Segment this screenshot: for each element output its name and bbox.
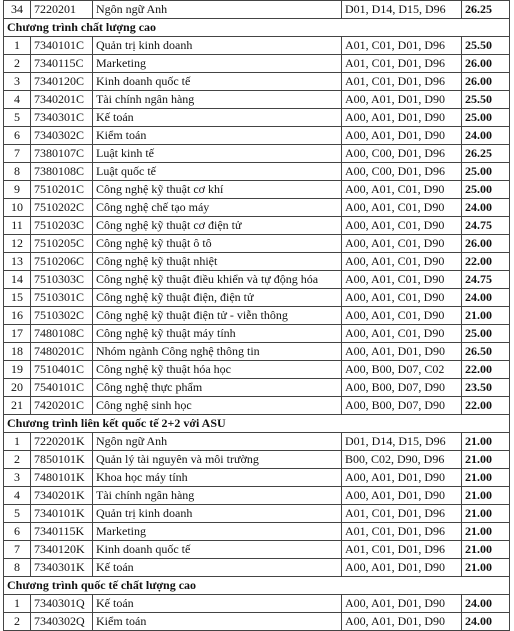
subject-combination: A00, A01, D01, D90	[342, 469, 462, 487]
table-row	[4, 307, 510, 325]
benchmark-score: 24.00	[462, 613, 510, 631]
major-name: Nhóm ngành Công nghệ thông tin	[93, 343, 342, 361]
major-name: Công nghệ sinh học	[93, 397, 342, 415]
benchmark-score: 25.00	[462, 181, 510, 199]
subject-combination: A00, A01, C01, D90	[342, 307, 462, 325]
subject-combination: B00, C02, D90, D96	[342, 451, 462, 469]
section-title: Chương trình quốc tế chất lượng cao	[4, 577, 510, 595]
major-code: 7510203C	[31, 217, 93, 235]
subject-combination: A00, A01, C01, D90	[342, 235, 462, 253]
benchmark-score: 24.00	[462, 289, 510, 307]
major-code: 7380107C	[31, 145, 93, 163]
section-header-row	[4, 415, 510, 433]
major-name: Công nghệ thực phẩm	[93, 379, 342, 397]
subject-combination: A00, A01, D01, D90	[342, 595, 462, 613]
subject-combination: A00, A01, D01, D90	[342, 487, 462, 505]
major-name: Công nghệ kỹ thuật điều khiển và tự động hóa	[93, 271, 342, 289]
benchmark-score: 24.00	[462, 127, 510, 145]
table-row	[4, 253, 510, 271]
major-name: Quản trị kinh doanh	[93, 37, 342, 55]
major-name: Kinh doanh quốc tế	[93, 73, 342, 91]
major-name: Marketing	[93, 523, 342, 541]
subject-combination: A01, C01, D01, D96	[342, 37, 462, 55]
subject-combination: A00, A01, C01, D90	[342, 271, 462, 289]
major-code: 7510202C	[31, 199, 93, 217]
subject-combination: A00, A01, C01, D90	[342, 289, 462, 307]
table-row	[4, 55, 510, 73]
major-code: 7510201C	[31, 181, 93, 199]
major-code: 7340120C	[31, 73, 93, 91]
major-code: 7420201C	[31, 397, 93, 415]
major-code: 7510205C	[31, 235, 93, 253]
benchmark-score: 21.00	[462, 433, 510, 451]
major-code: 7340101C	[31, 37, 93, 55]
benchmark-score: 22.00	[462, 361, 510, 379]
table-row	[4, 487, 510, 505]
row-number: 6	[4, 523, 31, 541]
subject-combination: A01, C01, D01, D96	[342, 523, 462, 541]
major-name: Quản lý tài nguyên và môi trường	[93, 451, 342, 469]
row-number: 3	[4, 469, 31, 487]
major-code: 7340115C	[31, 55, 93, 73]
major-code: 7510303C	[31, 271, 93, 289]
row-number: 12	[4, 235, 31, 253]
major-name: Ngôn ngữ Anh	[93, 1, 342, 19]
row-number: 14	[4, 271, 31, 289]
benchmark-score: 23.50	[462, 379, 510, 397]
subject-combination: A00, A01, D01, D90	[342, 613, 462, 631]
subject-combination: A00, A01, D01, D90	[342, 127, 462, 145]
benchmark-score: 26.50	[462, 343, 510, 361]
major-name: Công nghệ kỹ thuật điện tử - viễn thông	[93, 307, 342, 325]
table-row	[4, 37, 510, 55]
section-header-row	[4, 19, 510, 37]
benchmark-score: 21.00	[462, 469, 510, 487]
major-code: 7340301C	[31, 109, 93, 127]
subject-combination: A00, A01, D01, D90	[342, 109, 462, 127]
subject-combination: A00, A01, D01, D90	[342, 91, 462, 109]
subject-combination: A00, A01, C01, D90	[342, 181, 462, 199]
major-code: 7480108C	[31, 325, 93, 343]
major-code: 7340302C	[31, 127, 93, 145]
benchmark-score: 24.00	[462, 199, 510, 217]
row-number: 16	[4, 307, 31, 325]
subject-combination: A00, C00, D01, D96	[342, 145, 462, 163]
table-row	[4, 451, 510, 469]
table-row	[4, 325, 510, 343]
subject-combination: A00, B00, D07, C02	[342, 361, 462, 379]
major-name: Tài chính ngân hàng	[93, 487, 342, 505]
row-number: 1	[4, 433, 31, 451]
row-number: 3	[4, 73, 31, 91]
row-number: 13	[4, 253, 31, 271]
row-number: 5	[4, 505, 31, 523]
table-row	[4, 217, 510, 235]
major-name: Công nghệ kỹ thuật nhiệt	[93, 253, 342, 271]
subject-combination: A00, A01, C01, D90	[342, 253, 462, 271]
major-code: 7380108C	[31, 163, 93, 181]
major-name: Công nghệ kỹ thuật máy tính	[93, 325, 342, 343]
row-number: 11	[4, 217, 31, 235]
benchmark-score: 26.25	[462, 1, 510, 19]
row-number: 10	[4, 199, 31, 217]
major-code: 7510302C	[31, 307, 93, 325]
major-code: 7340120K	[31, 541, 93, 559]
section-header-row	[4, 577, 510, 595]
subject-combination: D01, D14, D15, D96	[342, 433, 462, 451]
table-row	[4, 595, 510, 613]
subject-combination: A01, C01, D01, D96	[342, 505, 462, 523]
table-row	[4, 199, 510, 217]
benchmark-score: 21.00	[462, 559, 510, 577]
table-row	[4, 235, 510, 253]
major-name: Tài chính ngân hàng	[93, 91, 342, 109]
admission-score-table	[3, 0, 510, 631]
benchmark-score: 21.00	[462, 505, 510, 523]
subject-combination: A00, A01, C01, D90	[342, 217, 462, 235]
table-row	[4, 559, 510, 577]
row-number: 1	[4, 37, 31, 55]
major-name: Quản trị kinh doanh	[93, 505, 342, 523]
major-name: Kế toán	[93, 109, 342, 127]
table-row	[4, 469, 510, 487]
table-row	[4, 397, 510, 415]
subject-combination: A00, C00, D01, D96	[342, 163, 462, 181]
major-code: 7220201K	[31, 433, 93, 451]
major-name: Kiểm toán	[93, 127, 342, 145]
benchmark-score: 24.75	[462, 271, 510, 289]
row-number: 21	[4, 397, 31, 415]
row-number: 2	[4, 451, 31, 469]
benchmark-score: 22.00	[462, 253, 510, 271]
table-row	[4, 541, 510, 559]
row-number: 7	[4, 541, 31, 559]
table-row	[4, 361, 510, 379]
major-name: Công nghệ kỹ thuật điện, điện tử	[93, 289, 342, 307]
benchmark-score: 24.75	[462, 217, 510, 235]
table-row	[4, 163, 510, 181]
row-number: 4	[4, 91, 31, 109]
subject-combination: A01, C01, D01, D96	[342, 73, 462, 91]
major-name: Ngôn ngữ Anh	[93, 433, 342, 451]
major-code: 7340301K	[31, 559, 93, 577]
major-code: 7510206C	[31, 253, 93, 271]
subject-combination: A01, C01, D01, D96	[342, 55, 462, 73]
major-code: 7340301Q	[31, 595, 93, 613]
row-number: 6	[4, 127, 31, 145]
major-code: 7220201	[31, 1, 93, 19]
table-row	[4, 271, 510, 289]
major-name: Công nghệ chế tạo máy	[93, 199, 342, 217]
benchmark-score: 25.50	[462, 37, 510, 55]
major-name: Công nghệ kỹ thuật ô tô	[93, 235, 342, 253]
major-name: Luật kinh tế	[93, 145, 342, 163]
major-name: Kế toán	[93, 595, 342, 613]
subject-combination: A00, A01, D01, D90	[342, 343, 462, 361]
major-code: 7340115K	[31, 523, 93, 541]
major-code: 7510301C	[31, 289, 93, 307]
major-name: Công nghệ kỹ thuật cơ điện tử	[93, 217, 342, 235]
row-number: 5	[4, 109, 31, 127]
table-row	[4, 1, 510, 19]
major-name: Kiểm toán	[93, 613, 342, 631]
table-row	[4, 145, 510, 163]
section-title: Chương trình liên kết quốc tế 2+2 với ASU	[4, 415, 510, 433]
major-code: 7340201K	[31, 487, 93, 505]
benchmark-score: 25.00	[462, 325, 510, 343]
row-number: 17	[4, 325, 31, 343]
subject-combination: A00, A01, C01, D90	[342, 325, 462, 343]
row-number: 18	[4, 343, 31, 361]
row-number: 34	[4, 1, 31, 19]
benchmark-score: 22.00	[462, 397, 510, 415]
table-row	[4, 505, 510, 523]
benchmark-score: 24.00	[462, 595, 510, 613]
benchmark-score: 25.00	[462, 163, 510, 181]
major-name: Khoa học máy tính	[93, 469, 342, 487]
row-number: 20	[4, 379, 31, 397]
row-number: 8	[4, 163, 31, 181]
benchmark-score: 26.25	[462, 145, 510, 163]
major-name: Công nghệ kỹ thuật cơ khí	[93, 181, 342, 199]
benchmark-score: 25.50	[462, 91, 510, 109]
major-code: 7340302Q	[31, 613, 93, 631]
table-row	[4, 613, 510, 631]
major-name: Kế toán	[93, 559, 342, 577]
benchmark-score: 21.00	[462, 523, 510, 541]
benchmark-score: 21.00	[462, 541, 510, 559]
table-row	[4, 91, 510, 109]
major-code: 7340101K	[31, 505, 93, 523]
benchmark-score: 21.00	[462, 451, 510, 469]
row-number: 9	[4, 181, 31, 199]
table-body	[4, 1, 510, 631]
table-row	[4, 433, 510, 451]
major-code: 7480201C	[31, 343, 93, 361]
row-number: 19	[4, 361, 31, 379]
major-code: 7340201C	[31, 91, 93, 109]
benchmark-score: 26.00	[462, 235, 510, 253]
major-code: 7480101K	[31, 469, 93, 487]
major-code: 7540101C	[31, 379, 93, 397]
row-number: 15	[4, 289, 31, 307]
subject-combination: A01, C01, D01, D96	[342, 541, 462, 559]
subject-combination: A00, A01, D01, D90	[342, 559, 462, 577]
table-row	[4, 109, 510, 127]
benchmark-score: 26.00	[462, 55, 510, 73]
benchmark-score: 26.00	[462, 73, 510, 91]
row-number: 1	[4, 595, 31, 613]
table-row	[4, 127, 510, 145]
benchmark-score: 25.00	[462, 109, 510, 127]
major-code: 7510401C	[31, 361, 93, 379]
row-number: 2	[4, 613, 31, 631]
table-row	[4, 343, 510, 361]
major-name: Luật quốc tế	[93, 163, 342, 181]
subject-combination: A00, B00, D07, D90	[342, 379, 462, 397]
subject-combination: D01, D14, D15, D96	[342, 1, 462, 19]
major-name: Marketing	[93, 55, 342, 73]
major-name: Công nghệ kỹ thuật hóa học	[93, 361, 342, 379]
row-number: 8	[4, 559, 31, 577]
subject-combination: A00, B00, D07, D90	[342, 397, 462, 415]
subject-combination: A00, A01, C01, D90	[342, 199, 462, 217]
table-row	[4, 523, 510, 541]
table-row	[4, 289, 510, 307]
major-code: 7850101K	[31, 451, 93, 469]
benchmark-score: 21.00	[462, 487, 510, 505]
table-row	[4, 379, 510, 397]
table-row	[4, 73, 510, 91]
benchmark-score: 21.00	[462, 307, 510, 325]
row-number: 4	[4, 487, 31, 505]
row-number: 7	[4, 145, 31, 163]
row-number: 2	[4, 55, 31, 73]
major-name: Kinh doanh quốc tế	[93, 541, 342, 559]
section-title: Chương trình chất lượng cao	[4, 19, 510, 37]
table-row	[4, 181, 510, 199]
